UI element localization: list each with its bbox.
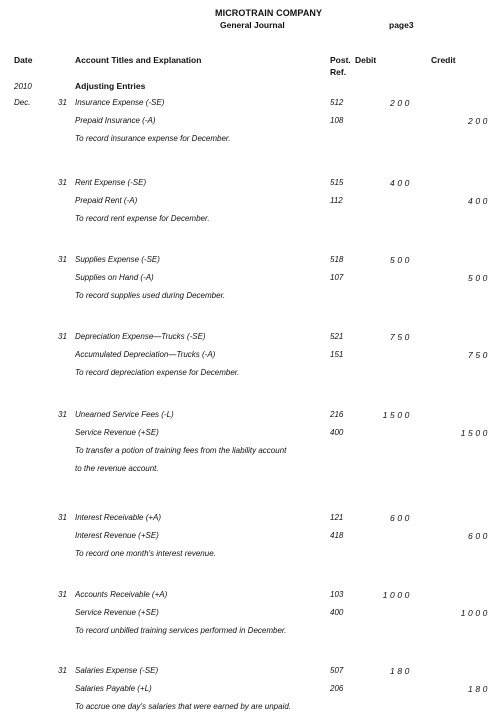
- entry-explanation: To transfer a potion of training fees from the liability account: [75, 446, 287, 455]
- col-account: Account Titles and Explanation: [75, 55, 202, 65]
- entry-day: 31: [58, 178, 67, 187]
- debit-ref: 216: [330, 410, 344, 419]
- debit-account: Accounts Receivable (+A): [75, 590, 168, 599]
- debit-amount: 1500: [382, 410, 412, 420]
- credit-account: Prepaid Rent (-A): [75, 196, 138, 205]
- debit-amount: 200: [390, 98, 412, 108]
- credit-amount: 750: [468, 350, 490, 360]
- debit-account: Rent Expense (-SE): [75, 178, 147, 187]
- credit-ref: 112: [330, 196, 343, 205]
- entry-explanation: To record depreciation expense for December.: [75, 368, 240, 377]
- credit-account: Supplies on Hand (-A): [75, 273, 154, 282]
- entry-explanation: to the revenue account.: [75, 464, 159, 473]
- debit-ref: 103: [330, 590, 344, 599]
- col-date: Date: [14, 55, 33, 65]
- credit-ref: 107: [330, 273, 344, 282]
- debit-amount: 500: [390, 255, 412, 265]
- credit-amount: 180: [468, 684, 490, 694]
- debit-amount: 180: [390, 666, 412, 676]
- col-post-ref-2: Ref.: [330, 67, 347, 77]
- credit-amount: 200: [468, 116, 490, 126]
- debit-ref: 515: [330, 178, 344, 187]
- entry-day: 31: [58, 666, 67, 675]
- debit-amount: 1000: [382, 590, 412, 600]
- credit-account: Interest Revenue (+SE): [75, 531, 159, 540]
- credit-amount: 1500: [460, 428, 490, 438]
- credit-ref: 108: [330, 116, 344, 125]
- credit-ref: 400: [330, 428, 344, 437]
- credit-amount: 500: [468, 273, 490, 283]
- year: 2010: [14, 82, 32, 91]
- debit-account: Salaries Expense (-SE): [75, 666, 159, 675]
- debit-account: Insurance Expense (-SE): [75, 98, 165, 107]
- debit-amount: 750: [390, 332, 412, 342]
- credit-ref: 206: [330, 684, 344, 693]
- credit-account: Service Revenue (+SE): [75, 428, 159, 437]
- entry-day: 31: [58, 410, 67, 419]
- credit-amount: 1000: [460, 608, 490, 618]
- company-name: MICROTRAIN COMPANY: [215, 8, 323, 18]
- debit-account: Depreciation Expense—Trucks (-SE): [75, 332, 206, 341]
- section-title: Adjusting Entries: [75, 81, 146, 91]
- col-credit: Credit: [431, 55, 456, 65]
- col-post-ref: Post.: [330, 55, 351, 65]
- col-debit: Debit: [355, 55, 377, 65]
- entry-day: 31: [58, 590, 67, 599]
- credit-ref: 400: [330, 608, 344, 617]
- credit-ref: 151: [330, 350, 344, 359]
- debit-ref: 512: [330, 98, 344, 107]
- journal-title: General Journal: [220, 20, 285, 30]
- entry-explanation: To record insurance expense for December.: [75, 134, 231, 143]
- entry-explanation: To accrue one day's salaries that were earned by are unpaid.: [75, 702, 292, 711]
- credit-account: Accumulated Depreciation—Trucks (-A): [75, 350, 216, 359]
- entry-day: 31: [58, 513, 67, 522]
- debit-ref: 518: [330, 255, 344, 264]
- debit-ref: 521: [330, 332, 344, 341]
- debit-account: Supplies Expense (-SE): [75, 255, 160, 264]
- entry-day: 31: [58, 332, 67, 341]
- debit-account: Interest Receivable (+A): [75, 513, 162, 522]
- debit-ref: 121: [330, 513, 344, 522]
- credit-amount: 600: [468, 531, 490, 541]
- credit-ref: 418: [330, 531, 344, 540]
- entry-day: 31: [58, 255, 67, 264]
- page-number: page3: [389, 20, 414, 30]
- credit-account: Salaries Payable (+L): [75, 684, 152, 693]
- entry-day: 31: [58, 98, 67, 107]
- debit-ref: 507: [330, 666, 344, 675]
- credit-amount: 400: [468, 196, 490, 206]
- entry-explanation: To record supplies used during December.: [75, 291, 226, 300]
- entry-explanation: To record rent expense for December.: [75, 214, 210, 223]
- credit-account: Prepaid Insurance (-A): [75, 116, 156, 125]
- month: Dec.: [14, 98, 31, 107]
- debit-amount: 600: [390, 513, 412, 523]
- debit-amount: 400: [390, 178, 412, 188]
- credit-account: Service Revenue (+SE): [75, 608, 159, 617]
- entry-explanation: To record one month's interest revenue.: [75, 549, 216, 558]
- entry-explanation: To record unbilled training services performed in December.: [75, 626, 287, 635]
- debit-account: Unearned Service Fees (-L): [75, 410, 174, 419]
